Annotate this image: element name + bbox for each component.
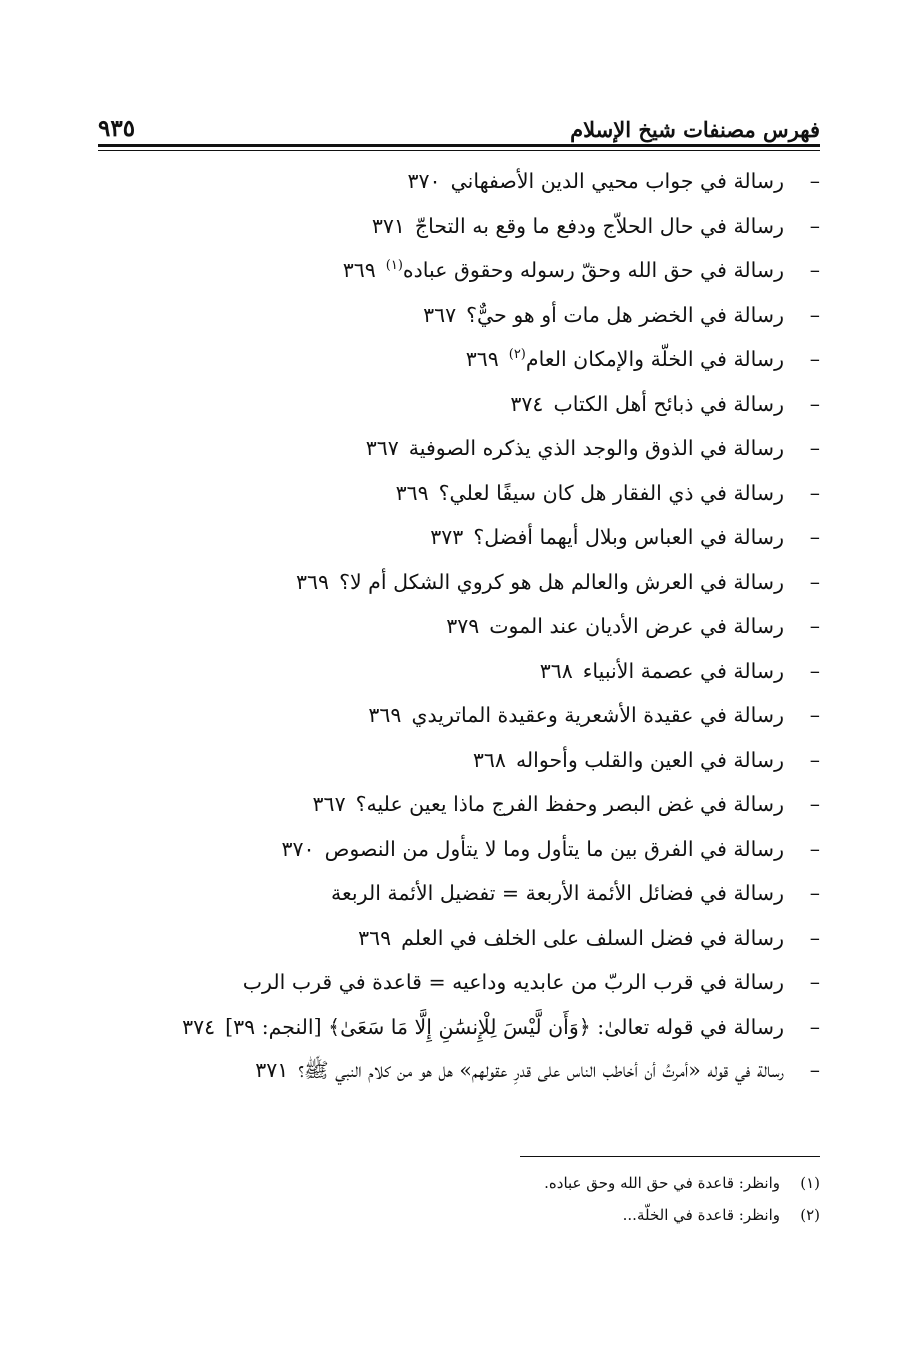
header-rule-thin <box>98 150 820 151</box>
list-item: – رسالة في الخلّة والإمكان العام$^{(٢)}$٣٦٩ <box>465 347 820 371</box>
entry-page: ٣٧٤ <box>510 391 544 416</box>
header-title: فهرس مصنفات شيخ الإسلام <box>570 117 820 142</box>
list-item: – رسالة في عصمة الأنبياء٣٦٨ <box>539 658 820 683</box>
entry-page: ٣٧٠ <box>407 169 441 193</box>
entry-title: رسالة في عصمة الأنبياء <box>582 658 784 683</box>
footnote-ref: (٢) <box>508 347 526 363</box>
footnote-ref: (١) <box>385 258 403 274</box>
list-item: – رسالة في فضائل الأئمة الأربعة = تفضيل الأئمة الربعة <box>331 881 820 905</box>
entry-title: رسالة في قوله تعالىٰ: ﴿وَأَن لَّيْسَ لِلْإِنسَٰنِ إِلَّا مَا سَعَىٰ﴾ [النجم: ٣٩] <box>225 1014 784 1039</box>
list-item: – رسالة في قرب الربّ من عابديه وداعيه = قاعدة في قرب الرب <box>242 970 820 994</box>
entry-title: رسالة في الخلّة والإمكان العام <box>525 347 784 371</box>
entry-page: ٣٦٧ <box>423 302 457 327</box>
list-item: – رسالة في ذبائح أهل الكتاب٣٧٤ <box>510 391 820 416</box>
footnote-number: (١) <box>800 1174 820 1192</box>
entry-page: ٣٦٨ <box>472 747 506 772</box>
entry-page: ٣٦٩ <box>342 258 376 282</box>
page-number: ٩٣٥ <box>98 115 136 142</box>
entry-page: ٣٧٠ <box>281 836 315 861</box>
list-item: – رسالة في جواب محيي الدين الأصفهاني٣٧٠ <box>407 169 820 193</box>
entry-title: رسالة في ذبائح أهل الكتاب <box>553 391 784 416</box>
footnote-number: (٢) <box>800 1206 820 1224</box>
entry-page: ٣٧٩ <box>446 614 480 638</box>
entry-title: رسالة في فضل السلف على الخلف في العلم <box>401 925 784 950</box>
list-item: – رسالة في العين والقلب وأحواله٣٦٨ <box>472 747 820 772</box>
list-item: – رسالة في الفرق بين ما يتأول وما لا يتأول من النصوص٣٧٠ <box>281 836 820 861</box>
entry-title: رسالة في حال الحلاّج ودفع ما وقع به التحاجّ <box>414 213 784 238</box>
footnote <box>98 1167 820 1199</box>
entry-title: رسالة في الخضر هل مات أو هو حيٌّ؟ <box>466 302 784 327</box>
entry-page: ٣٦٩ <box>465 347 499 371</box>
entry-page: ٣٦٩ <box>368 703 402 727</box>
entry-page: ٣٧٤ <box>182 1014 216 1039</box>
entry-page: ٣٦٧ <box>312 792 346 816</box>
entry-title: رسالة في الفرق بين ما يتأول وما لا يتأول من النصوص <box>324 836 784 861</box>
list-item: – رسالة في حال الحلاّج ودفع ما وقع به التحاجّ٣٧١ <box>371 213 820 238</box>
list-item: – رسالة في العرش والعالم هل هو كروي الشكل أم لا؟٣٦٩ <box>296 569 820 594</box>
list-item: – رسالة في قوله تعالىٰ: ﴿وَأَن لَّيْسَ لِلْإِنسَٰنِ إِلَّا مَا سَعَىٰ﴾ [النجم: ٣٩]٣٧٤ <box>182 1014 820 1039</box>
entry-title: رسالة في عقيدة الأشعرية وعقيدة الماتريدي <box>411 703 784 727</box>
entry-title: رسالة في فضائل الأئمة الأربعة = تفضيل الأئمة الربعة <box>331 881 784 905</box>
entry-title: رسالة في جواب محيي الدين الأصفهاني <box>450 169 784 193</box>
entry-title: رسالة في غض البصر وحفظ الفرج ماذا يعين عليه؟ <box>355 792 784 816</box>
list-item: – رسالة في العباس وبلال أيهما أفضل؟٣٧٣ <box>430 525 820 549</box>
entry-page: ٣٦٩ <box>358 925 392 950</box>
entry-page: ٣٧١ <box>255 1058 289 1082</box>
entry-title: رسالة في قوله «أمرتُ أن أخاطب الناس على قدرِ عقولهم» هل هو من كلام النبي ﷺ؟ <box>298 1058 784 1082</box>
list-item: – رسالة في حق الله وحقّ رسوله وحقوق عباده$^{(١)}$٣٦٩ <box>342 258 820 282</box>
list-item: – رسالة في قوله «أمرتُ أن أخاطب الناس على قدرِ عقولهم» هل هو من كلام النبي ﷺ؟٣٧١ <box>255 1058 820 1082</box>
list-item: – رسالة في الخضر هل مات أو هو حيٌّ؟٣٦٧ <box>423 302 820 327</box>
list-item: – رسالة في عقيدة الأشعرية وعقيدة الماتريدي٣٦٩ <box>368 703 820 727</box>
entry-page: ٣٦٧ <box>365 436 399 460</box>
header-rule-thick <box>98 144 820 147</box>
running-header <box>98 100 820 142</box>
entry-page: ٣٦٨ <box>539 658 573 683</box>
entry-title: رسالة في ذي الفقار هل كان سيفًا لعلي؟ <box>438 480 784 505</box>
list-item: – رسالة في ذي الفقار هل كان سيفًا لعلي؟٣٦٩ <box>395 480 820 505</box>
entry-page: ٣٧١ <box>371 213 405 238</box>
index-list <box>98 159 820 1091</box>
entry-title: رسالة في العرش والعالم هل هو كروي الشكل أم لا؟ <box>339 569 784 594</box>
footnote-text: وانظر: قاعدة في حق الله وحق عباده. <box>544 1174 780 1192</box>
footnotes <box>98 1156 820 1231</box>
entry-page: ٣٦٩ <box>296 569 330 594</box>
list-item: – رسالة في عرض الأديان عند الموت٣٧٩ <box>446 614 820 638</box>
entry-title: رسالة في العين والقلب وأحواله <box>515 747 784 772</box>
page <box>98 100 820 1091</box>
footnote-rule <box>520 1156 820 1157</box>
footnote <box>98 1199 820 1231</box>
list-item: – رسالة في الذوق والوجد الذي يذكره الصوفية٣٦٧ <box>365 436 820 460</box>
entry-title: رسالة في الذوق والوجد الذي يذكره الصوفية <box>408 436 784 460</box>
list-item: – رسالة في فضل السلف على الخلف في العلم٣٦٩ <box>358 925 820 950</box>
entry-title: رسالة في قرب الربّ من عابديه وداعيه = قاعدة في قرب الرب <box>242 970 784 994</box>
entry-page: ٣٦٩ <box>395 480 429 505</box>
entry-title: رسالة في عرض الأديان عند الموت <box>489 614 784 638</box>
entry-page: ٣٧٣ <box>430 525 464 549</box>
list-item: – رسالة في غض البصر وحفظ الفرج ماذا يعين عليه؟٣٦٧ <box>312 792 820 816</box>
entry-title: رسالة في حق الله وحقّ رسوله وحقوق عباده <box>402 258 784 282</box>
footnote-text: وانظر: قاعدة في الخلّة... <box>622 1206 780 1224</box>
entry-title: رسالة في العباس وبلال أيهما أفضل؟ <box>473 525 784 549</box>
